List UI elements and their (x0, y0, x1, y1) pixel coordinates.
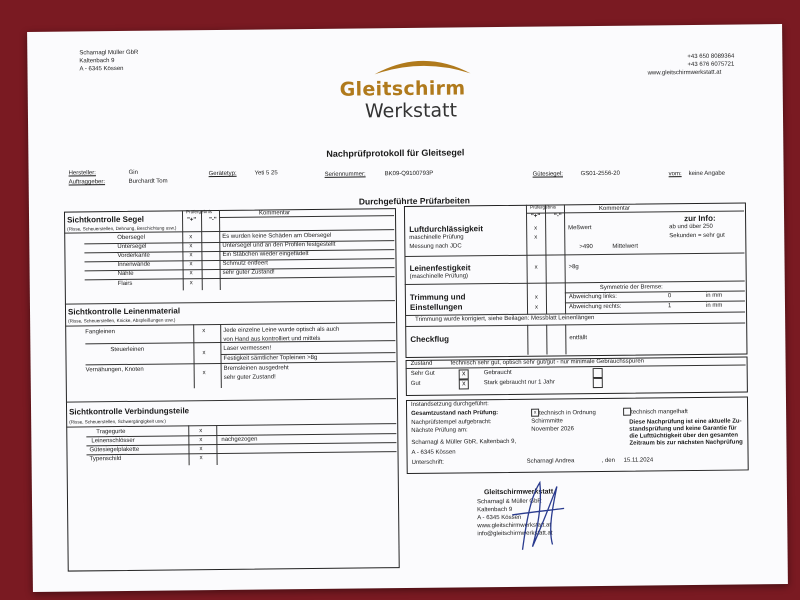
row-inner-walls-comment: Schmutz entfeert (222, 260, 268, 267)
row-quality-label-mark: x (199, 446, 203, 453)
defective-checkbox[interactable] (623, 408, 631, 416)
row-quality-label: Gütesiegelplakette (89, 446, 140, 454)
device-type-value: Yeti 5 25 (254, 170, 278, 177)
deviation-left-unit: in mm (705, 292, 723, 299)
document-title: Nachprüfprotokoll für Gleitsegel (326, 147, 465, 159)
row-line-shackles: Leinenschlösser (91, 437, 135, 445)
company-city: A - 6345 Kössen (79, 65, 124, 73)
right-comment-header: Kommentar (598, 205, 631, 212)
section-visual-lines-title: Sichtkontrolle Leinenmaterial (67, 306, 181, 317)
check-flight-value: entfällt (569, 335, 588, 342)
stamp-applied-label: Nachprüfstempel aufgebracht: (411, 419, 492, 426)
deviation-left-value: 0 (667, 293, 672, 300)
stamp-email: info@gleitschirmwerkstatt.at (477, 530, 553, 538)
condition-used-checkbox[interactable] (593, 368, 603, 378)
row-flares: Flairs (117, 280, 133, 288)
serial-label: Seriennummer: (324, 171, 366, 178)
trim-note: Trimmung wurde korrigiert, siehe Beilagen: Messblatt Leinenlängen (415, 315, 595, 323)
manufacturer-value: Gin (128, 169, 138, 176)
client-value: Burchardt Tom (128, 178, 168, 185)
row-brake-lines-comment-2: Festigkeit sämtlicher Topleinen >8g (223, 354, 318, 362)
row-leading-edge-comment: Ein Stäbchen wieder eingefädelt (222, 251, 309, 258)
right-plus-header: "+" (531, 213, 541, 220)
trim-title-2: Einstellungen (409, 302, 463, 312)
line-strength-title: Leinenfestigkeit (409, 263, 471, 273)
deviation-left-label: Abweichung links: (568, 293, 617, 301)
phone-2: +43 676 6075721 (687, 61, 735, 69)
from-label: vom: (668, 171, 682, 178)
company-name: Scharnagl Müller GbR (79, 49, 139, 57)
condition-description: technisch sehr gut, optisch sehr gut/gut - nur minimale Gebrauchsspuren (450, 358, 645, 367)
logo-subtitle: Werkstatt (364, 99, 458, 123)
from-value: keine Angabe (688, 170, 726, 178)
condition-label: Zustand (410, 360, 433, 367)
cert-note-1: Diese Nachprüfung ist eine aktuelle Zu- (629, 418, 742, 426)
row-main-lines: Fangleinen (85, 329, 115, 336)
serial-value: BK09-Q9100793P (384, 170, 434, 178)
trim-mark-left: x (534, 294, 538, 301)
certification-heading: Instandsetzung durchgeführt: (410, 401, 489, 408)
section-visual-connectors-sub: (Risse, Scheuerstellen, Schwergängigkeit usw.) (69, 418, 166, 425)
left-plus-header: "+" (187, 217, 197, 224)
left-comment-header: Kommentar (258, 210, 291, 217)
row-line-shackles-comment: nachgezogen (221, 436, 258, 443)
deviation-right-label: Abweichung rechts: (568, 303, 622, 311)
condition-good: Gut (410, 380, 421, 387)
cert-city-line: A - 6345 Kössen (411, 449, 456, 456)
right-result-header: Prüfergebnis (529, 204, 557, 210)
row-overall-lines-comment: sehr guter Zustand! (223, 374, 276, 381)
signature-label: Unterschrift: (411, 459, 444, 466)
quality-seal-value: GS01-2556-20 (580, 170, 621, 178)
stamp-city: A - 6345 Kössen (477, 514, 522, 522)
row-seams-mark: x (189, 270, 193, 277)
next-inspection-label: Nächste Prüfung am: (411, 427, 468, 434)
row-seams-knots-comment: Bremsleinen ausgedreht (223, 365, 289, 372)
manufacturer-label: Hersteller: (68, 170, 96, 177)
overall-condition-label: Gesamtzustand nach Prüfung: (411, 410, 499, 417)
stamp-street: Kaltenbach 9 (477, 506, 513, 514)
row-seams-knots: Vernähungen, Knoten (85, 366, 144, 374)
airworthy-checkbox[interactable]: x (531, 409, 539, 417)
cert-note-2: standsprüfung und keine Garantie für (629, 425, 737, 433)
check-flight-title: Checkflug (410, 334, 450, 344)
row-brake-lines-comment: Laser vermessen! (223, 345, 272, 352)
phone-1: +43 650 8089364 (687, 53, 735, 61)
section-visual-canopy-title: Sichtkontrolle Segel (67, 214, 145, 225)
condition-very-good-checkbox[interactable]: x (459, 369, 469, 379)
signature-name: Scharnagl Andrea (526, 458, 575, 465)
row-inner-walls: Innenwände (117, 261, 151, 269)
row-risers: Tragegurte (96, 428, 126, 436)
row-risers-mark: x (199, 428, 203, 435)
row-bottom-canopy: Untersegel (117, 243, 147, 251)
left-minus-header: "-" (209, 216, 217, 224)
cert-note-3: die Lufttüchtigkeit über den gesamten (629, 432, 739, 440)
signature-scribble (502, 474, 573, 555)
condition-good-checkbox[interactable]: x (459, 379, 469, 389)
device-type-label: Gerätetyp: (208, 170, 237, 178)
section-visual-connectors-title: Sichtkontrolle Verbindungsteile (69, 406, 190, 417)
row-line-shackles-mark: x (199, 437, 203, 444)
row-top-canopy: Obersegel (117, 234, 145, 242)
condition-used: Gebraucht (483, 369, 512, 377)
air-permeability-value-label: Meßwert (568, 225, 592, 232)
air-permeability-mark-2: x (534, 234, 538, 241)
air-permeability-measure: Messung nach JDC (409, 243, 462, 250)
row-top-canopy-comment: Es wurden keine Schäden am Obersegel (222, 232, 332, 240)
row-flares-mark: x (189, 280, 193, 287)
cert-note-4: Zeitraum bis zur nächsten Nachprüfung (629, 439, 743, 447)
air-permeability-mean: Mittelwert (612, 243, 639, 250)
right-minus-header: "-" (554, 213, 562, 220)
row-seams: Nähte (117, 270, 134, 278)
deviation-right-unit: in mm (705, 302, 723, 309)
stamp-title: Gleitschirmwerkstatt (483, 488, 554, 497)
quality-seal-label: Gütesiegel: (532, 171, 563, 178)
section-visual-canopy-sub: (Risse, Scheuerstellen, Dehnung, Beschichtung usw.) (67, 225, 177, 232)
air-permeability-title: Luftdurchlässigkeit (409, 224, 484, 234)
row-inner-walls-mark: x (189, 261, 193, 268)
air-permeability-method: maschinelle Prüfung (409, 234, 464, 241)
row-brake-lines: Steuerleinen (110, 346, 145, 354)
company-street: Kaltenbach 9 (79, 58, 115, 65)
airworthy-label: technisch in Ordnung (539, 410, 596, 417)
client-label: Auftraggeber: (68, 179, 106, 186)
line-strength-method: (maschinelle Prüfung) (409, 273, 469, 280)
left-result-header: Prüfergebnis (185, 209, 213, 215)
deviation-right-value: 1 (667, 303, 672, 310)
line-strength-mark: x (534, 264, 538, 271)
website: www.gleitschirmwerkstatt.at (647, 69, 722, 77)
row-leading-edge: Vorderkante (117, 252, 150, 260)
row-bottom-canopy-mark: x (189, 243, 193, 250)
next-inspection-value: November 2026 (531, 426, 575, 433)
section-visual-lines-sub: (Risse, Scheuerstellen, Knicke, Abspleißungen usw.) (68, 317, 176, 324)
row-type-label-mark: x (199, 455, 203, 462)
signature-date: 15.11.2024 (623, 457, 654, 464)
defective-label: technisch mangelhaft (631, 409, 688, 416)
air-permeability-threshold: ab und über 250 (669, 223, 713, 231)
logo-title: Gleitschirm (339, 77, 466, 101)
row-brake-lines-mark: x (202, 350, 206, 357)
trim-mark-right: x (534, 304, 539, 311)
condition-heavily-used-checkbox[interactable] (593, 378, 603, 388)
trim-title: Trimmung und (409, 292, 466, 302)
air-permeability-value: >490 (579, 244, 593, 251)
row-main-lines-comment: Jede einzelne Leine wurde optisch als auch (223, 326, 340, 334)
row-seams-comment: sehr guter Zustand! (222, 269, 275, 276)
row-leading-edge-mark: x (189, 252, 193, 259)
brake-symmetry-label: Symmetrie der Bremse: (599, 284, 663, 291)
stamp-web: www.gleitschirmwerkstatt.at (477, 522, 552, 530)
air-permeability-rating: Sekunden = sehr gut (669, 232, 725, 240)
row-seams-knots-mark: x (202, 370, 206, 377)
condition-very-good: Sehr Gut (410, 370, 435, 377)
row-bottom-canopy-comment: Untersegel und an den Profilen festgestellt (222, 241, 336, 249)
tests-heading: Durchgeführte Prüfarbeiten (358, 195, 470, 207)
condition-heavily-used: Stark gebraucht nur 1 Jahr (483, 379, 555, 387)
info-heading: zur Info: (684, 213, 716, 224)
row-main-lines-comment-2: von Hand aus kontrolliert und mittels (223, 335, 321, 343)
protocol-sheet (27, 24, 788, 592)
stamp-company: Scharnagl & Müller GbR (477, 498, 542, 506)
line-strength-value: >8g (568, 264, 579, 271)
air-permeability-mark: x (534, 225, 538, 232)
row-main-lines-mark: x (202, 328, 206, 335)
stamp-applied-value: Schirmmitte (531, 418, 563, 425)
signature-date-sep: , den (601, 457, 616, 464)
cert-company-line: Scharnagl & Müller GbR, Kaltenbach 9, (411, 438, 517, 446)
wing-logo-icon (372, 53, 472, 76)
row-top-canopy-mark: x (189, 234, 193, 241)
row-type-label: Typenschild (89, 456, 122, 463)
